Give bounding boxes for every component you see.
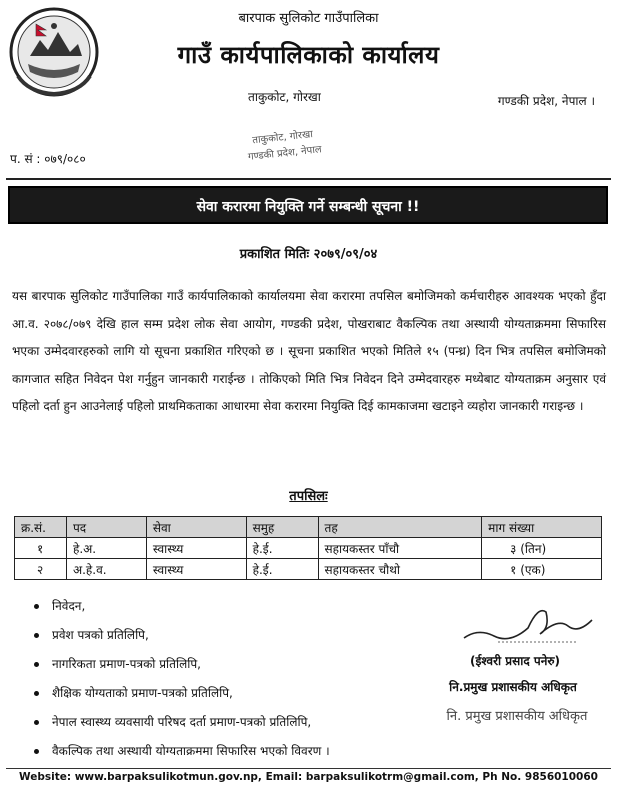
list-item: वैकल्पिक तथा अस्थायी योग्यताक्रममा सिफारिस भएको विवरण । <box>34 737 330 766</box>
list-item: शैक्षिक योग्यताको प्रमाण-पत्रको प्रतिलिपि, <box>34 679 330 708</box>
table-cell: २ <box>15 559 67 580</box>
municipality-name: बारपाक सुलिकोट गाउँपालिका <box>238 11 379 26</box>
notice-banner <box>8 186 608 224</box>
handwritten-signature <box>458 598 598 646</box>
col-service: सेवा <box>146 517 246 538</box>
office-title: गाउँ कार्यपालिकाको कार्यालय <box>177 41 440 69</box>
col-demand: माग संख्या <box>482 517 602 538</box>
table-header-row <box>15 517 602 538</box>
signatory-stamp: नि. प्रमुख प्रशासकीय अधिकृत <box>446 709 588 724</box>
table-cell: सहायकस्तर चौथो <box>318 559 482 580</box>
reference-number: प. सं : ०७९/०८० <box>10 152 86 166</box>
header-divider <box>6 178 611 180</box>
stamp-text-2: गण्डकी प्रदेश, नेपाल <box>247 144 323 163</box>
bullet-icon <box>34 749 39 754</box>
table-cell: अ.हे.व. <box>66 559 146 580</box>
table-cell: ३ (तिन) <box>482 538 602 559</box>
notice-title: सेवा करारमा नियुक्ति गर्ने सम्बन्धी सूचना !! <box>196 199 420 215</box>
bullet-icon <box>34 633 39 638</box>
signatory-title: नि.प्रमुख प्रशासकीय अधिकृत <box>449 680 577 694</box>
office-address: ताकुकोट, गोरखा <box>248 90 321 104</box>
list-item: नेपाल स्वास्थ्य व्यवसायी परिषद दर्ता प्रमाण-पत्रको प्रतिलिपि, <box>34 708 330 737</box>
bullet-icon <box>34 691 39 696</box>
province-label: गण्डकी प्रदेश, नेपाल । <box>497 94 595 108</box>
table-row <box>15 538 602 559</box>
col-post: पद <box>66 517 146 538</box>
table-cell: १ (एक) <box>482 559 602 580</box>
col-serial: क्र.सं. <box>15 517 67 538</box>
required-documents-list <box>34 592 330 766</box>
table-cell: हे.अ. <box>66 538 146 559</box>
list-item: निवेदन, <box>34 592 330 621</box>
bullet-icon <box>34 662 39 667</box>
list-item: प्रवेश पत्रको प्रतिलिपि, <box>34 621 330 650</box>
bullet-icon <box>34 720 39 725</box>
col-level: तह <box>318 517 482 538</box>
bullet-icon <box>34 604 39 609</box>
notice-body: यस बारपाक सुलिकोट गाउँपालिका गाउँ कार्यपालिकाको कार्यालयमा सेवा करारमा तपसिल बमोजिमको कर्मचारीहरु आवश्यक भएको हुँदा आ.व. २०७८/०७९ देखि हाल सम्म प्रदेश लोक सेवा आयोग, गण्डकी प्रदेश, पोखराबाट वैकल्पिक तथा अस्थायी योग्यताक्रममा सिफारिस भएका उम्मेदवारहरुको लागि यो सूचना प्रकाशित गरिएको छ । सूचना प्रकाशित भएको मितिले १५ (पन्ध्र) दिन भित्र तपसिल बमोजिमको कागजात सहित निवेदन पेश गर्नुहुन जानकारी गराईन्छ । तोकिएको मिति भित्र निवेदन दिने उम्मेदवारहरु मध्येबाट योग्यताक्रम अनुसार एवं पहिलो दर्ता हुन आउनेलाई पहिलो प्राथमिकताका आधारमा सेवा करारमा नियुक्ति दिई कामकाजमा खटाइने व्यहोरा जानकारी गराइन्छ । <box>12 289 606 413</box>
stamp-text-1: ताकुकोट, गोरखा <box>251 129 314 147</box>
table-cell: स्वास्थ्य <box>146 538 246 559</box>
table-cell: हे.ई. <box>246 538 318 559</box>
published-date: प्रकाशित मितिः २०७९/०९/०४ <box>239 247 378 262</box>
footer-divider <box>6 768 611 769</box>
office-seal-stamp <box>225 120 345 170</box>
list-item: नागरिकता प्रमाण-पत्रको प्रतिलिपि, <box>34 650 330 679</box>
col-group: समुह <box>246 517 318 538</box>
signatory-name: (ईश्वरी प्रसाद पनेरु) <box>469 654 561 668</box>
positions-table <box>14 516 602 580</box>
table-row <box>15 559 602 580</box>
table-cell: स्वास्थ्य <box>146 559 246 580</box>
table-cell: सहायकस्तर पाँचौ <box>318 538 482 559</box>
table-cell: १ <box>15 538 67 559</box>
footer-contact: Website: www.barpaksulikotmun.gov.np, Email: barpaksulikotrm@gmail.com, Ph No. 9856010060 <box>19 771 598 783</box>
table-cell: हे.ई. <box>246 559 318 580</box>
details-heading: तपसिलः <box>289 489 328 504</box>
